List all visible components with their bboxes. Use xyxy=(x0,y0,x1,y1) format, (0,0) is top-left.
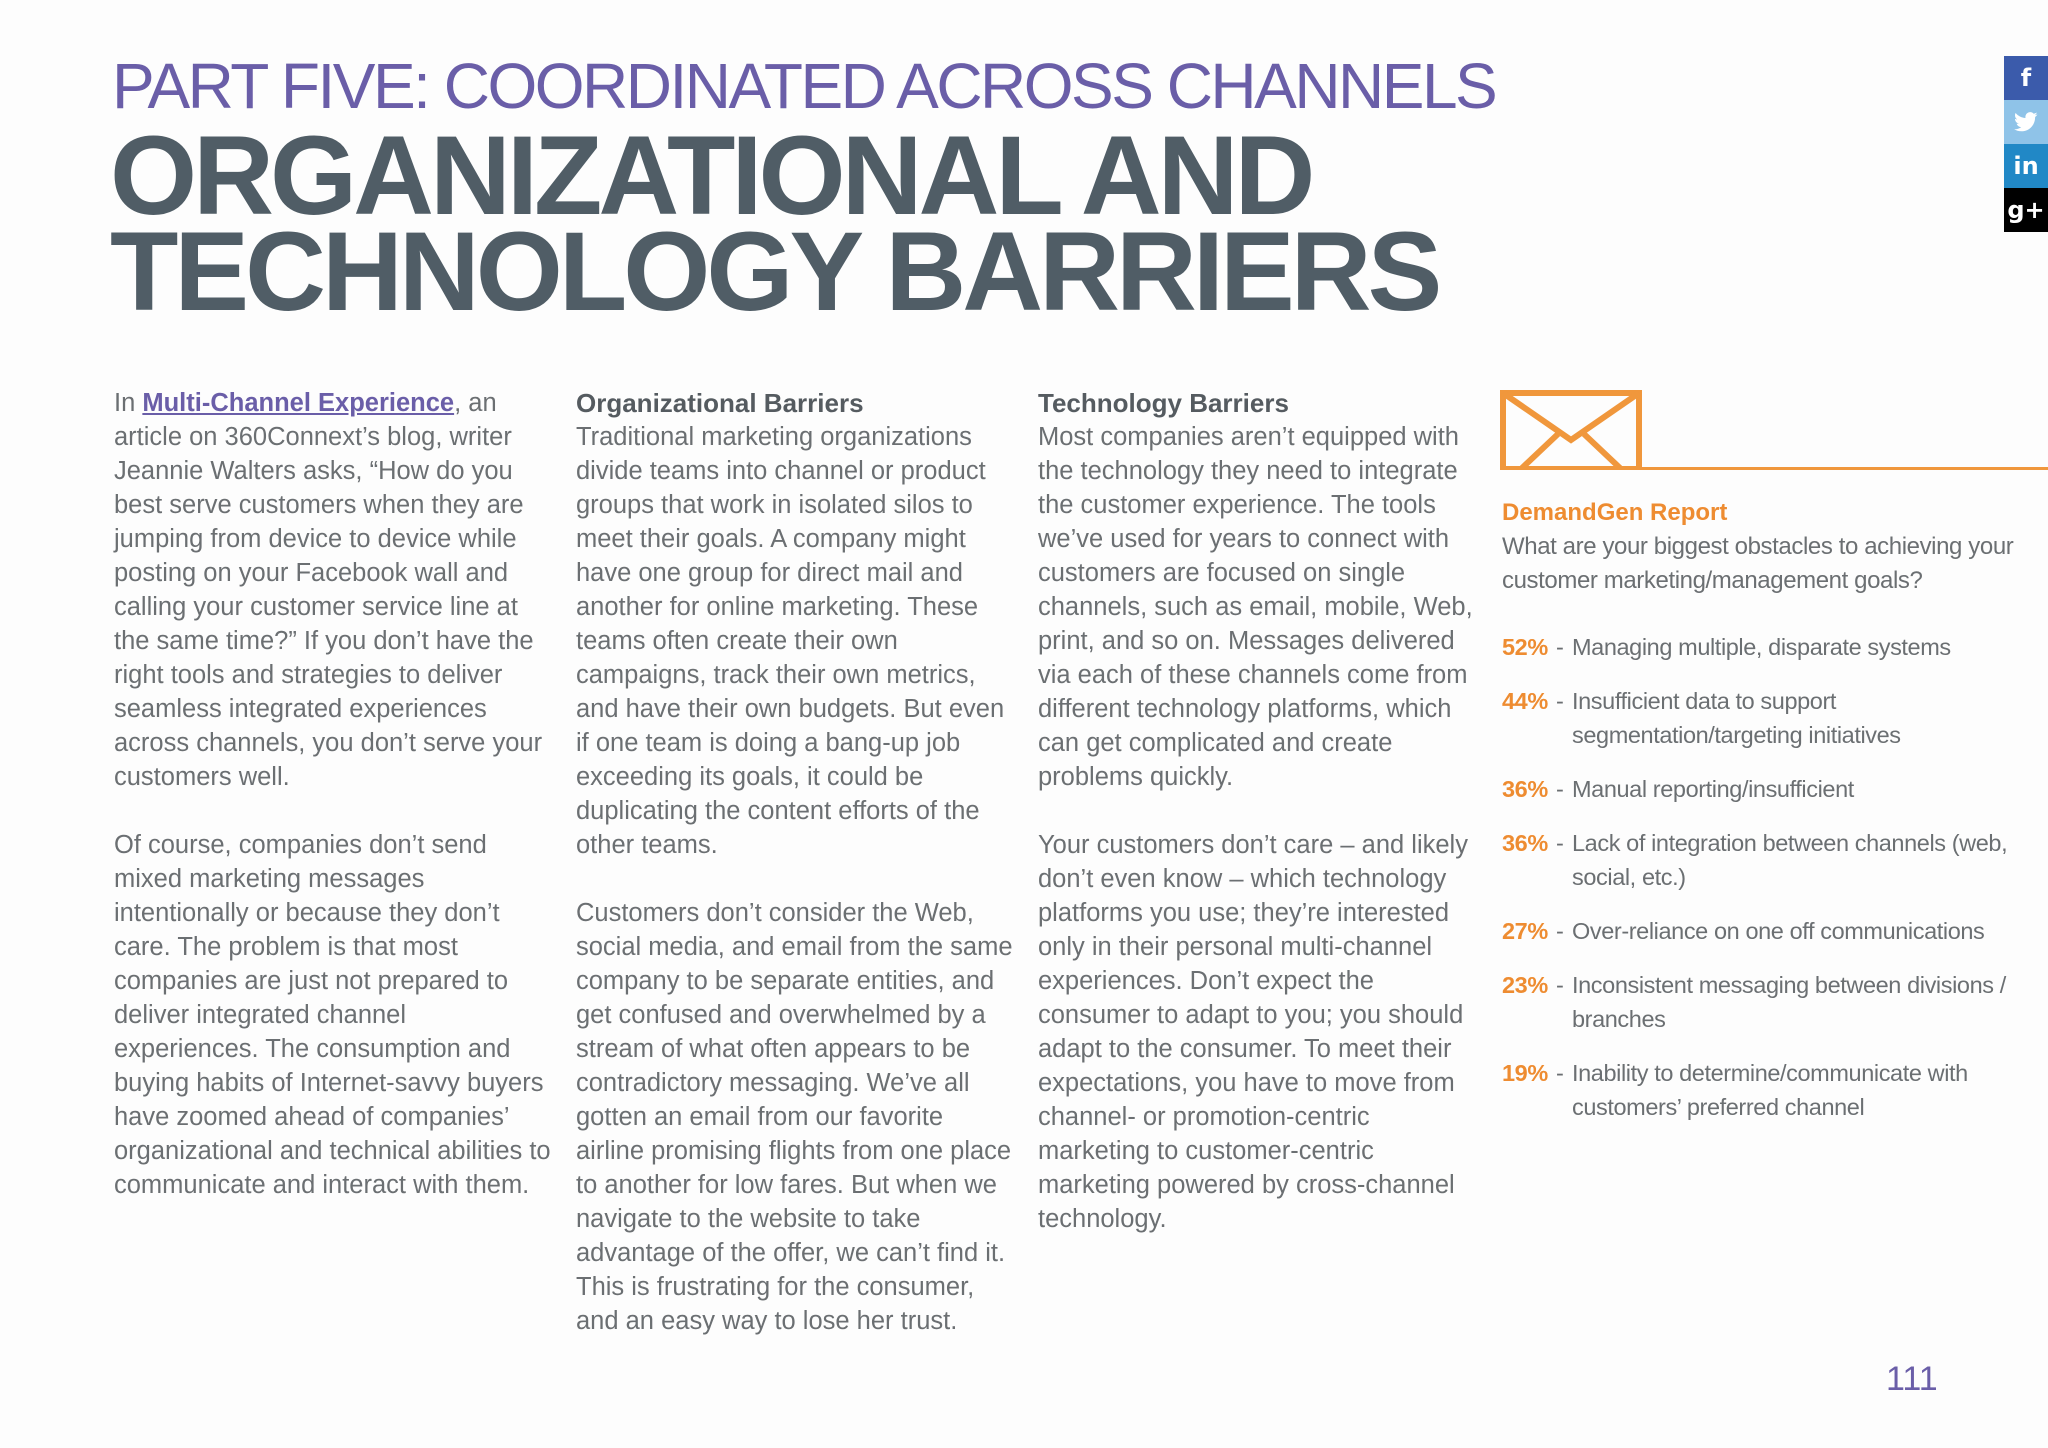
stat-dash: - xyxy=(1556,688,1564,714)
article-column-3 xyxy=(1038,386,1478,1236)
linkedin-icon[interactable]: in xyxy=(2004,144,2048,188)
stat-percent: 44% xyxy=(1502,688,1548,714)
stat-dash: - xyxy=(1556,634,1564,660)
survey-stat-item xyxy=(1502,630,2022,664)
twitter-bird-icon xyxy=(2014,112,2038,132)
paragraph: Customers don’t consider the Web, social media, and email from the same company to be separate entities, and get confused and overwhelmed by a stream of what often appears to be contradictory messaging. We’ve all gotten an email from our favorite airline promising flights from one place to another for low fares. But when we navigate to the website to take advantage of the offer, we can’t find it. This is frustrating for the consumer, and an easy way to lose her trust. xyxy=(576,899,1013,1335)
stat-dash: - xyxy=(1556,830,1564,856)
stat-percent: 52% xyxy=(1502,634,1548,660)
article-column-1 xyxy=(114,386,554,1202)
survey-stats-list xyxy=(1502,630,2022,1124)
technology-barriers-heading: Technology Barriers xyxy=(1038,388,1289,418)
survey-source: DemandGen Report xyxy=(1502,499,1728,526)
survey-sidebar xyxy=(1502,496,2022,1144)
page-title xyxy=(110,113,1439,334)
googleplus-icon[interactable]: g+ xyxy=(2004,188,2048,232)
envelope-icon xyxy=(1500,390,1642,470)
paragraph: Of course, companies don’t send mixed marketing messages intentionally or because they don’t care. The problem is that most companies are just not prepared to deliver integrated channel experiences. The consumption and buying habits of Internet-savvy buyers have zoomed ahead of companies’ organizational and technical abilities to communicate and interact with them. xyxy=(114,831,551,1199)
page-number: 111 xyxy=(1886,1360,1938,1398)
stat-percent: 27% xyxy=(1502,918,1548,944)
survey-stat-item xyxy=(1502,684,2022,752)
survey-stat-item xyxy=(1502,968,2022,1036)
survey-stat-item xyxy=(1502,772,2022,806)
stat-text: Managing multiple, disparate systems xyxy=(1572,634,1951,660)
stat-percent: 23% xyxy=(1502,972,1548,998)
title-line-1: ORGANIZATIONAL AND xyxy=(110,113,1312,238)
paragraph: Traditional marketing organizations divide teams into channel or product groups that work in isolated silos to meet their goals. A company might have one group for direct mail and another for online marketing. These teams often create their own campaigns, track their own metrics, and have their own budgets. But even if one team is doing a bang-up job exceeding its goals, it could be duplicating the content efforts of the other teams. xyxy=(576,423,1005,859)
survey-stat-item xyxy=(1502,1056,2022,1124)
survey-stat-item xyxy=(1502,826,2022,894)
social-share-bar xyxy=(2004,56,2048,232)
survey-question: What are your biggest obstacles to achieving your customer marketing/management goals? xyxy=(1502,533,2014,594)
survey-stat-item xyxy=(1502,914,2022,948)
organizational-barriers-heading: Organizational Barriers xyxy=(576,388,864,418)
stat-text: Insufficient data to support segmentation/targeting initiatives xyxy=(1572,688,1901,748)
sidebar-divider xyxy=(1500,467,2048,470)
stat-dash: - xyxy=(1556,972,1564,998)
paragraph: Your customers don’t care – and likely don’t even know – which technology platforms you use; they’re interested only in their personal multi-channel experiences. Don’t expect the consumer to adapt to you; you should adapt to the consumer. To meet their expectations, you have to move from channel- or promotion-centric marketing to customer-centric marketing powered by cross-channel technology. xyxy=(1038,831,1468,1233)
stat-text: Manual reporting/insufficient xyxy=(1572,776,1854,802)
stat-text: Inconsistent messaging between divisions / branches xyxy=(1572,972,2006,1032)
multi-channel-experience-link[interactable]: Multi-Channel Experience xyxy=(142,389,455,417)
stat-dash: - xyxy=(1556,918,1564,944)
section-kicker: PART FIVE: COORDINATED ACROSS CHANNELS xyxy=(112,50,1496,122)
stat-text: Inability to determine/communicate with customers’ preferred channel xyxy=(1572,1060,1968,1120)
intro-paragraph: In Multi-Channel Experience, an article on 360Connext’s blog, writer Jeannie Walters asks, “How do you best serve customers when they are jumping from device to device while posting on your Facebook wall and calling your customer service line at the same time?” If you don’t have the right tools and strategies to deliver seamless integrated experiences across channels, you don’t serve your customers well. xyxy=(114,389,543,791)
article-column-2 xyxy=(576,386,1016,1338)
stat-text: Lack of integration between channels (web, social, etc.) xyxy=(1572,830,2008,890)
stat-percent: 19% xyxy=(1502,1060,1548,1086)
facebook-icon[interactable]: f xyxy=(2004,56,2048,100)
twitter-icon[interactable] xyxy=(2004,100,2048,144)
paragraph: Most companies aren’t equipped with the technology they need to integrate the customer experience. The tools we’ve used for years to connect with customers are focused on single channels, such as email, mobile, Web, print, and so on. Messages delivered via each of these channels come from different technology platforms, which can get complicated and create problems quickly. xyxy=(1038,423,1473,791)
stat-dash: - xyxy=(1556,776,1564,802)
stat-dash: - xyxy=(1556,1060,1564,1086)
stat-percent: 36% xyxy=(1502,830,1548,856)
title-line-2: TECHNOLOGY BARRIERS xyxy=(110,209,1439,334)
stat-percent: 36% xyxy=(1502,776,1548,802)
stat-text: Over-reliance on one off communications xyxy=(1572,918,1985,944)
